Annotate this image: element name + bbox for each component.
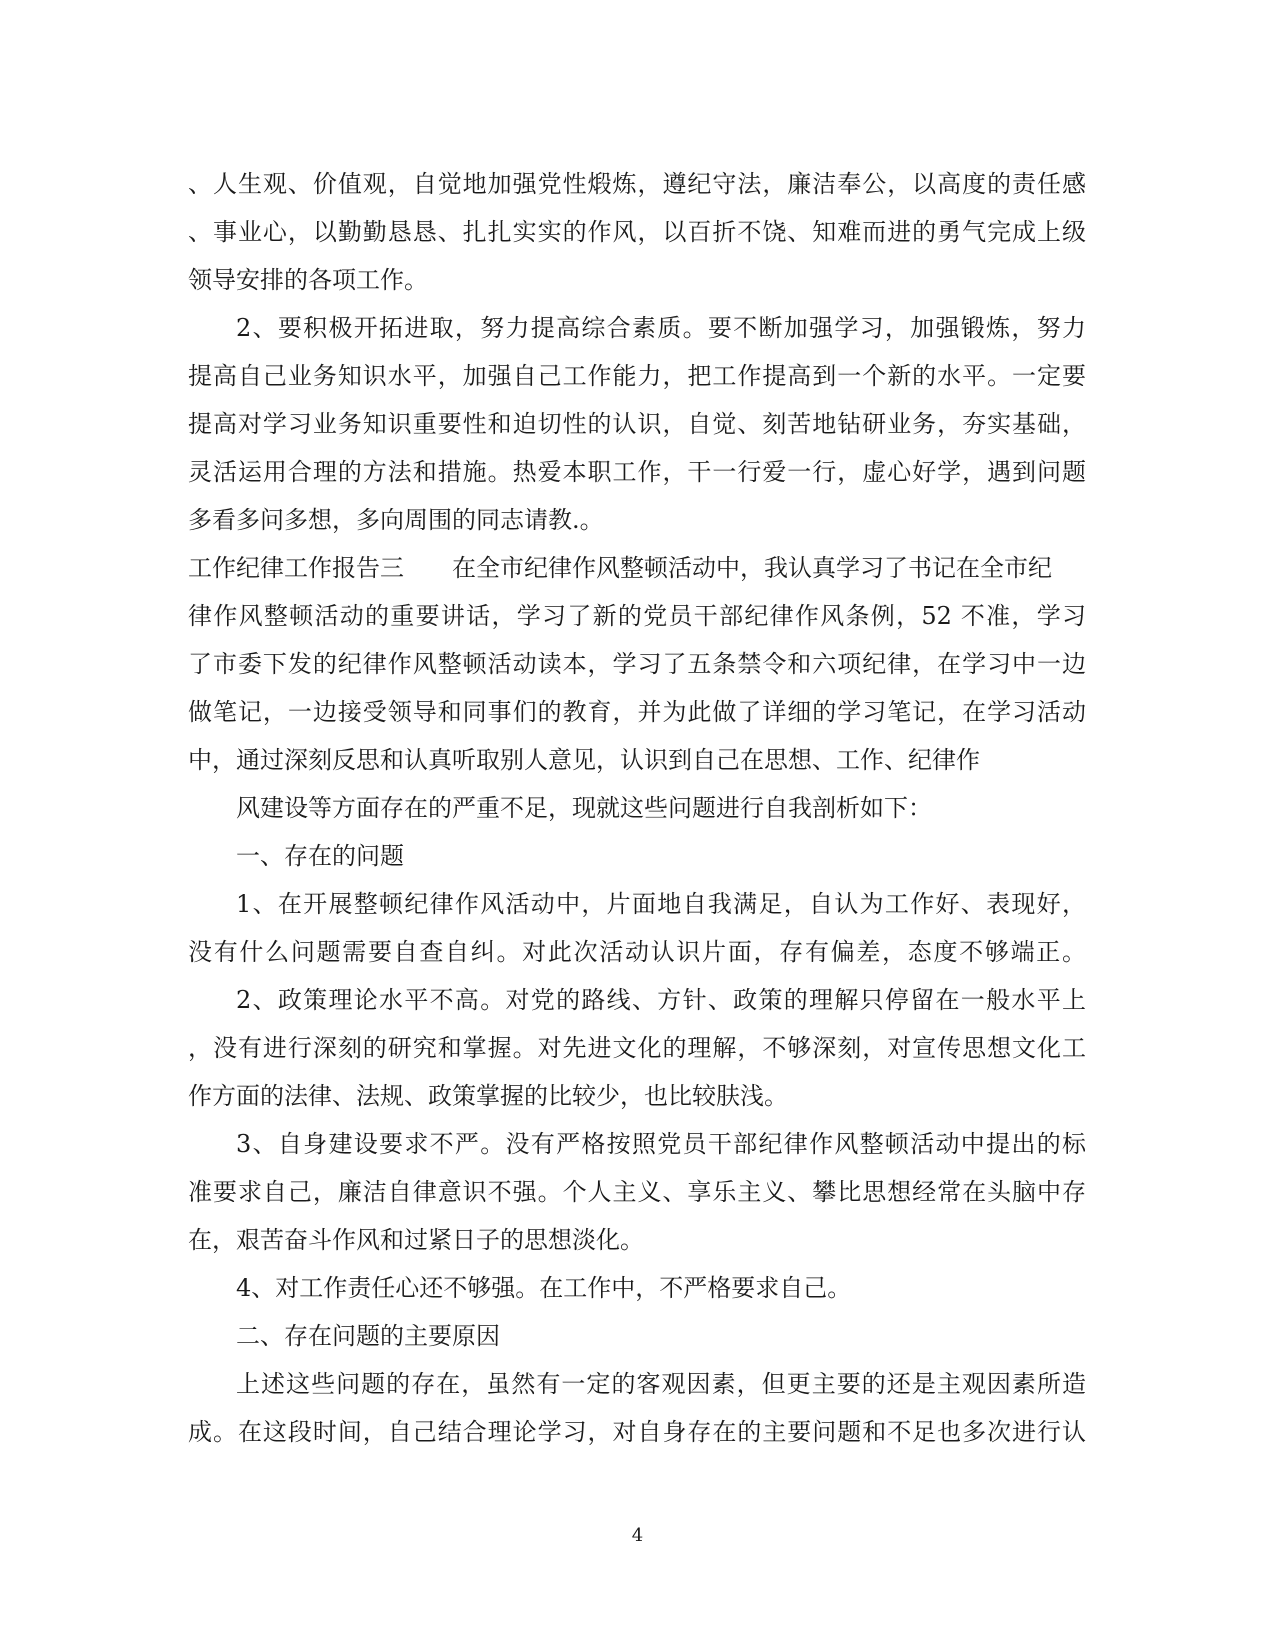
text-line: 作方面的法律、法规、政策掌握的比较少，也比较肤浅。 <box>188 1082 788 1110</box>
text-line: 成。在这段时间，自己结合理论学习，对自身存在的主要问题和不足也多次进行认 <box>188 1418 1086 1446</box>
text-line: ，没有进行深刻的研究和掌握。对先进文化的理解，不够深刻，对宣传思想文化工 <box>188 1034 1086 1062</box>
text-line: 上述这些问题的存在，虽然有一定的客观因素，但更主要的还是主观因素所造 <box>236 1370 1086 1398</box>
text-line: 多看多问多想，多向周围的同志请教.。 <box>188 506 604 534</box>
text-line: 做笔记，一边接受领导和同事们的教育，并为此做了详细的学习笔记，在学习活动 <box>188 698 1086 726</box>
text-line: 提高自己业务知识水平，加强自己工作能力，把工作提高到一个新的水平。一定要 <box>188 362 1086 390</box>
paragraph-block-1 <box>188 160 1086 544</box>
page-number: 4 <box>631 1525 644 1546</box>
text-line: 一、存在的问题 <box>236 842 404 870</box>
section-heading: 工作纪律工作报告三 <box>188 554 404 582</box>
paragraph-block-2 <box>188 592 1086 1456</box>
text-line: 中，通过深刻反思和认真听取别人意见，认识到自己在思想、工作、纪律作 <box>188 746 980 774</box>
text-line: 1、在开展整顿纪律作风活动中，片面地自我满足，自认为工作好、表现好， <box>236 890 1086 918</box>
text-line: 二、存在问题的主要原因 <box>236 1322 500 1350</box>
text-line: 2、要积极开拓进取，努力提高综合素质。要不断加强学习，加强锻炼，努力 <box>236 314 1086 342</box>
text-line: 4、对工作责任心还不够强。在工作中，不严格要求自己。 <box>236 1274 852 1302</box>
text-line: 准要求自己，廉洁自律意识不强。个人主义、享乐主义、攀比思想经常在头脑中存 <box>188 1178 1086 1206</box>
text-line: 灵活运用合理的方法和措施。热爱本职工作，干一行爱一行，虚心好学，遇到问题 <box>188 458 1086 486</box>
text-line: 没有什么问题需要自查自纠。对此次活动认识片面，存有偏差，态度不够端正。 <box>188 938 1086 966</box>
text-line: 、人生观、价值观，自觉地加强党性煅炼，遵纪守法，廉洁奉公，以高度的责任感 <box>188 170 1086 198</box>
text-line: 在，艰苦奋斗作风和过紧日子的思想淡化。 <box>188 1226 644 1254</box>
text-line: 风建设等方面存在的严重不足，现就这些问题进行自我剖析如下： <box>236 794 932 822</box>
section-heading-line <box>188 544 1086 592</box>
text-line: 、事业心，以勤勤恳恳、扎扎实实的作风，以百折不饶、知难而进的勇气完成上级 <box>188 218 1086 246</box>
text-line: 领导安排的各项工作。 <box>188 266 428 294</box>
text-line: 提高对学习业务知识重要性和迫切性的认识，自觉、刻苦地钻研业务，夯实基础， <box>188 410 1086 438</box>
text-line: 2、政策理论水平不高。对党的路线、方针、政策的理解只停留在一般水平上 <box>236 986 1086 1014</box>
document-body <box>188 160 1086 1456</box>
text-line: 3、自身建设要求不严。没有严格按照党员干部纪律作风整顿活动中提出的标 <box>236 1130 1086 1158</box>
text-line: 了市委下发的纪律作风整顿活动读本，学习了五条禁令和六项纪律，在学习中一边 <box>188 650 1086 678</box>
text-line: 律作风整顿活动的重要讲话，学习了新的党员干部纪律作风条例，52 不准，学习 <box>188 602 1086 630</box>
section-first-line: 在全市纪律作风整顿活动中，我认真学习了书记在全市纪 <box>452 554 1052 582</box>
